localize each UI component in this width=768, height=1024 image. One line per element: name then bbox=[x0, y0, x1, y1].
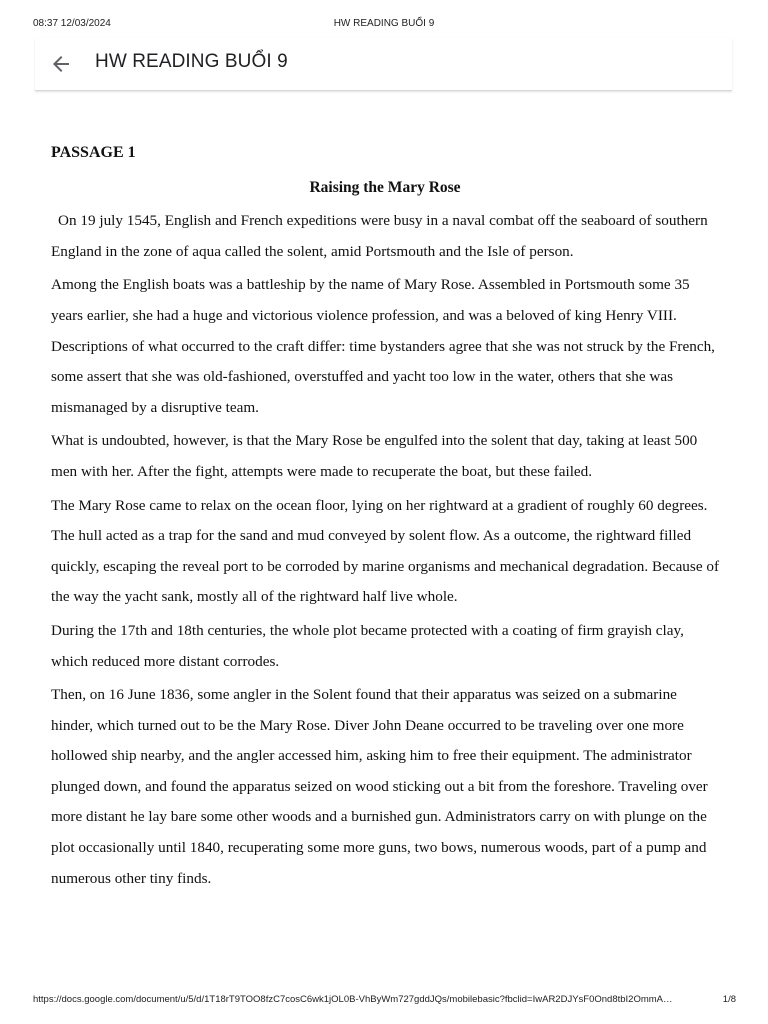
paragraph: On 19 july 1545, English and French expeditions were busy in a naval combat off the seaboard of southern England in the zone of aqua called the solent, amid Portsmouth and the Isle of person. bbox=[51, 212, 708, 260]
paragraph: Then, on 16 June 1836, some angler in the Solent found that their apparatus was seized on a submarine hinder, which turned out to be the Mary Rose. Diver John Deane occurred to be traveling over one more hollowed ship nearby, and the angler accessed him, asking him to free their equipment. The administrator plunged down, and found the apparatus seized on wood sticking out a bit from the foreshore. Traveling over more distant he lay bare some other woods and a burnished gun. Administrators carry on with plunge on the plot occasionally until 1840, recuperating some more guns, two bows, numerous woods, part of a pump and numerous other tiny finds. bbox=[51, 686, 708, 887]
arrow-left-icon bbox=[49, 52, 73, 76]
paragraph: During the 17th and 18th centuries, the whole plot became protected with a coating of firm grayish clay, which reduced more distant corrodes. bbox=[51, 621, 684, 670]
document-body bbox=[51, 138, 719, 897]
paragraph: The Mary Rose came to relax on the ocean floor, lying on her rightward at a gradient of roughly 60 degrees. The hull acted as a trap for the sand and mud conveyed by solent flow. As a outcome, the rightward filled quickly, escaping the reveal port to be corroded by marine organisms and mechanical degradation. Because of the way the yacht sank, mostly all of the rightward half live whole. bbox=[51, 496, 720, 606]
document-title: HW READING BUỔI 9 bbox=[95, 51, 288, 72]
print-header bbox=[0, 18, 768, 32]
print-timestamp: 08:37 12/03/2024 bbox=[33, 18, 111, 29]
page-number: 1/8 bbox=[722, 994, 736, 1005]
paragraph: What is undoubted, however, is that the Mary Rose be engulfed into the solent that day, taking at least 500 men with her. After the fight, attempts were made to recuperate the boat, but these failed. bbox=[51, 432, 698, 480]
passage-label: PASSAGE 1 bbox=[51, 144, 136, 161]
passage-title: Raising the Mary Rose bbox=[309, 178, 461, 196]
print-title: HW READING BUỔI 9 bbox=[333, 18, 435, 29]
print-url: https://docs.google.com/document/u/5/d/1T18rT9TOO8fzC7cosC6wk1jOL0B-VhByWm727gddJQs/mobilebasic?fbclid=IwAR2DJYsF0Ond8tbI2OmmA… bbox=[33, 994, 673, 1005]
document-top-bar bbox=[35, 38, 732, 91]
back-button[interactable] bbox=[49, 52, 73, 76]
paragraph: Among the English boats was a battleship by the name of Mary Rose. Assembled in Portsmouth some 35 years earlier, she had a huge and victorious violence profession, and was a beloved of king Henry VIII. Descriptions of what occurred to the craft differ: time bystanders agree that she was not struck by the French, some assert that she was old-fashioned, overstuffed and yacht too low in the water, others that she was mismanaged by a disruptive team. bbox=[51, 276, 715, 416]
